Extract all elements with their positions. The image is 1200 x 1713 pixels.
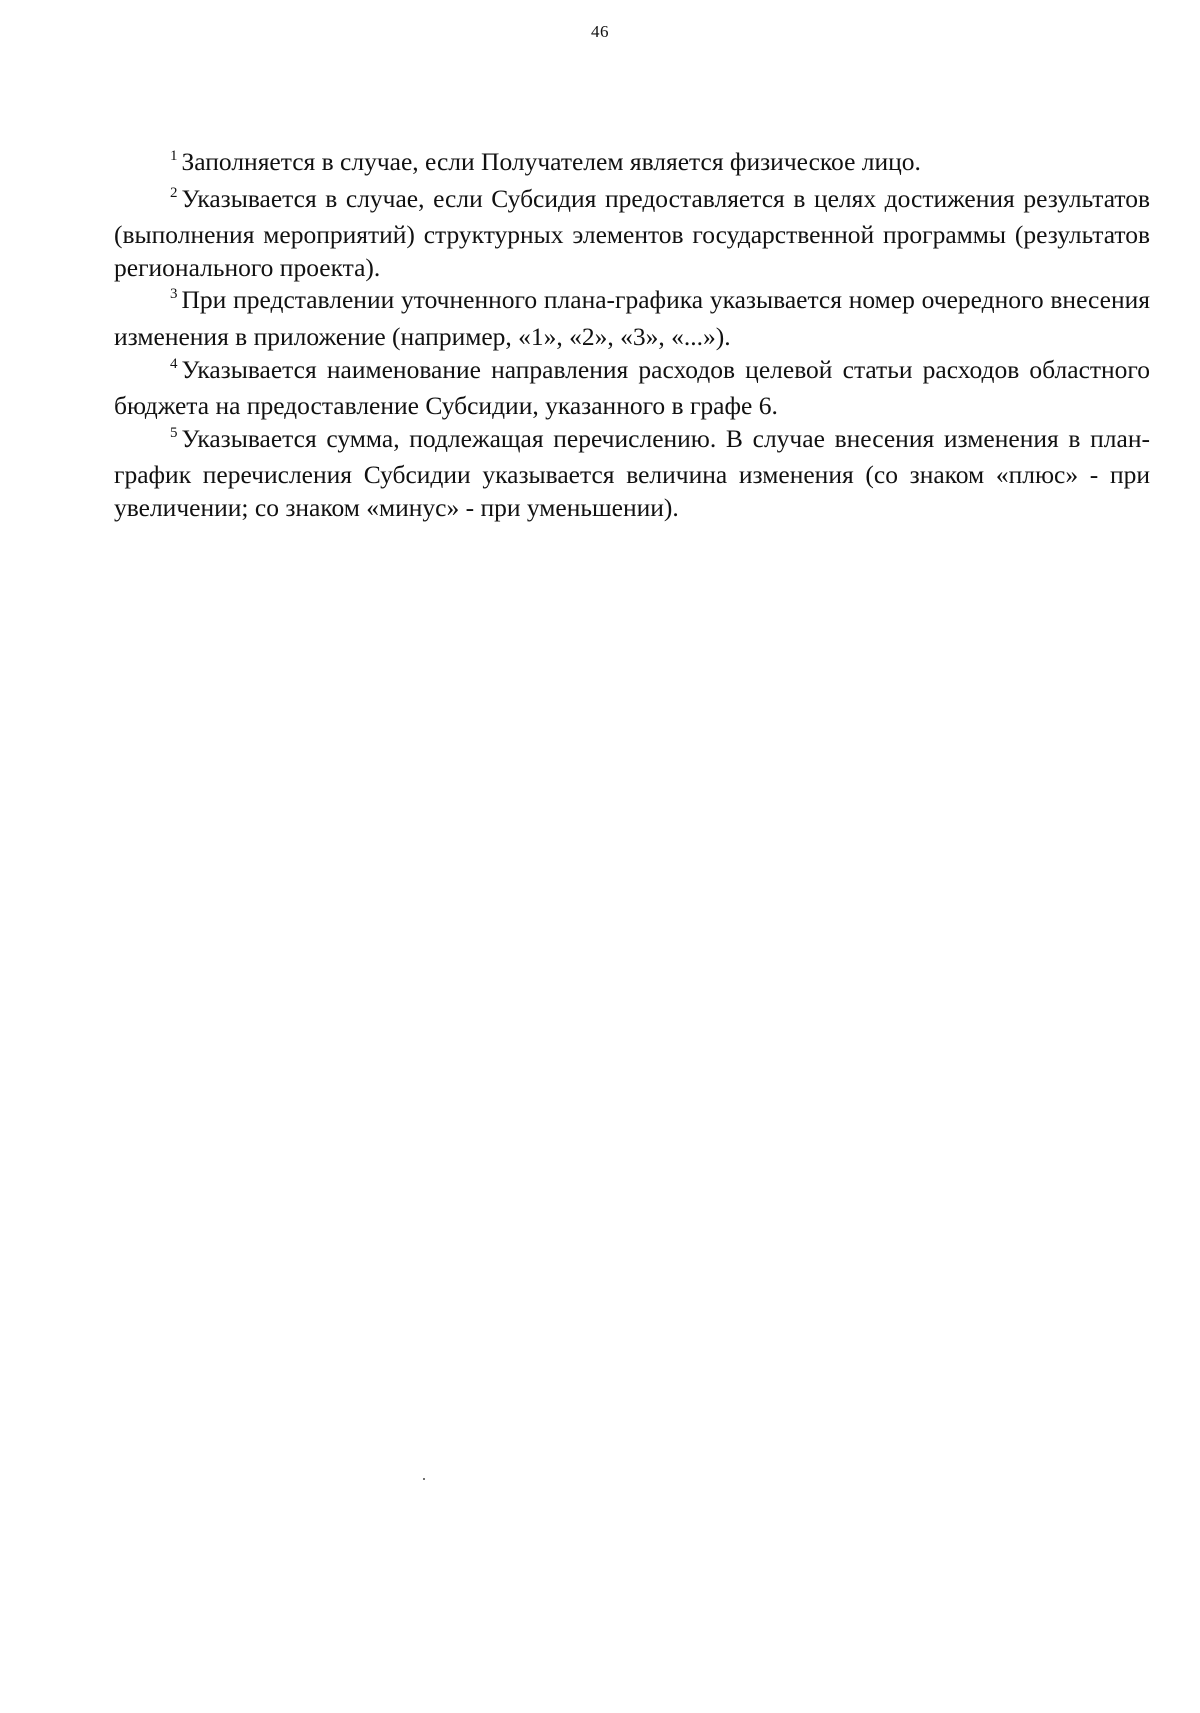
footnote-marker: 1 bbox=[170, 148, 178, 164]
footnote-text: Заполняется в случае, если Получателем является физическое лицо. bbox=[181, 147, 921, 176]
footnote-marker: 4 bbox=[170, 355, 178, 372]
footnote-text: При представлении уточненного плана-графика указывается номер очередного внесения изменения в приложение (например, «1», «2», «3», «...»). bbox=[114, 285, 1150, 351]
footnotes-section bbox=[114, 146, 1150, 525]
footnote-5 bbox=[114, 423, 1150, 525]
footnote-marker: 2 bbox=[170, 184, 178, 201]
scan-speck bbox=[423, 1478, 425, 1480]
footnote-text: Указывается наименование направления расходов целевой статьи расходов областного бюджета на предоставление Субсидии, указанного в графе 6. bbox=[114, 354, 1150, 421]
footnote-3 bbox=[114, 284, 1150, 353]
footnote-marker: 3 bbox=[170, 286, 178, 303]
footnote-text: Указывается сумма, подлежащая перечислению. В случае внесения изменения в план-график перечисления Субсидии указывается величина изменения (со знаком «плюс» - при увеличении; со знаком «минус» - при уменьшении). bbox=[114, 423, 1150, 522]
footnote-4 bbox=[114, 354, 1150, 423]
footnote-text: Указывается в случае, если Субсидия предоставляется в целях достижения результатов (выполнения мероприятий) структурных элементов государственной программы (результатов регионального проекта). bbox=[114, 183, 1150, 282]
footnote-marker: 5 bbox=[170, 424, 178, 441]
footnote-1 bbox=[114, 146, 1150, 183]
footnote-2 bbox=[114, 183, 1150, 285]
page-number: 46 bbox=[591, 22, 609, 41]
